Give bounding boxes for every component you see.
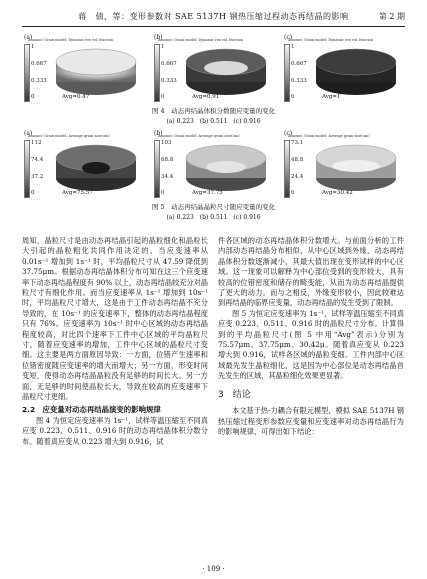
average-value: Avg=30.42 bbox=[322, 190, 353, 196]
tick-label: 74.4 bbox=[31, 157, 44, 163]
panel-label: (b) bbox=[154, 130, 163, 137]
colorbar bbox=[284, 44, 290, 102]
tick-label: 0.333 bbox=[291, 78, 307, 84]
figure-4-panel-c bbox=[282, 34, 404, 104]
average-value: Avg=1 bbox=[322, 94, 341, 100]
tick-label: 0 bbox=[291, 190, 295, 196]
issue-number: 第 2 期 bbox=[378, 12, 405, 21]
figure-caption: 图 4 动态再结晶体积分数随应变量的变化 bbox=[151, 107, 276, 115]
tick-label: 0 bbox=[291, 94, 295, 100]
paragraph: 周知，晶粒尺寸是由动态再结晶引起的晶粒细化和晶粒长大引起的晶粒粗化共同作用决定的。当应变速率从 0.01s⁻¹ 增加到 1s⁻¹ 时，平均晶粒尺寸从 47.59 降低到 37.75μm。根据动态再结晶体积分布可知在这三个应变速率下动态再结晶程度有 90% 以上，动态再结晶较充分对晶粒尺寸有细化作用。而当应变速率从 1s⁻¹ 增加到 10s⁻¹ 时，平均晶粒尺寸增大，这是由于工件动态再结晶不充分导致的，在 10s⁻¹ 的应变速率下，整体的动态再结晶程度只有 76%。应变速率为 10s⁻¹ 时中心区域的动态再结晶程度较高，对比四个速率下工件中心区域的平均晶粒尺寸，随着应变速率的增加，工件中心区域的晶粒尺寸变细。这主要是两方面原因导致：一方面，位错产生速率和位错密度随应变速率的增大而增大；另一方面，形变时间变短，使得动态再结晶晶粒没有足够的时间长大。另一方面，无足够的时间使晶粒长大，导致在较高的应变速率下晶粒尺寸更细。 bbox=[22, 236, 208, 402]
left-column bbox=[22, 236, 208, 447]
tick-label: 0.667 bbox=[31, 61, 47, 67]
section-heading: 3 结论 bbox=[218, 389, 251, 400]
panel-title: Amount: Grain model: Dynamic rex vol. fraction bbox=[28, 38, 114, 42]
figure-5 bbox=[22, 130, 405, 221]
tick-label: 103 bbox=[161, 140, 172, 146]
figure-4-panel-b bbox=[152, 34, 274, 104]
paragraph: 图 4 为恒定应变速率为 1s⁻¹，试样等温压缩至不同真应变 0.223、0.511、0.916 时的动态再结晶体积分数分布。随着真应变从 0.223 增大到 0.916，试 bbox=[22, 415, 208, 446]
tick-label: 34.4 bbox=[161, 174, 174, 180]
page-number: · 109 · bbox=[202, 565, 225, 573]
panel-label: (c) bbox=[284, 34, 293, 41]
colorbar bbox=[154, 44, 160, 102]
running-title: 蒋 债，等：变形参数对 SAE 5137H 钢热压缩过程动态再结晶的影响 bbox=[78, 12, 349, 21]
figure-4 bbox=[22, 34, 405, 125]
panel-label: (a) bbox=[24, 130, 33, 137]
tick-label: 0.333 bbox=[31, 78, 47, 84]
tick-label: 0.333 bbox=[161, 78, 177, 84]
average-value: Avg=0.91 bbox=[192, 94, 220, 100]
tick-label: 68.8 bbox=[161, 157, 174, 163]
panel-title: Amount: Grain model: Average grain size(um) bbox=[158, 134, 240, 138]
figure-subcaption: (a) 0.223 (b) 0.511 (c) 0.916 bbox=[166, 118, 261, 125]
figure-caption: 图 5 动态再结晶晶粒尺寸随应变量的变化 bbox=[151, 203, 276, 211]
panel-title: Amount: Grain model: Dynamic rex vol. fraction bbox=[288, 38, 374, 42]
colorbar bbox=[24, 140, 30, 198]
panel-title: Amount: Grain model: Dynamic rex vol. fraction bbox=[158, 38, 244, 42]
figure-4-panel-a bbox=[22, 34, 144, 104]
paragraph: 图 5 为恒定应变速率为 1s⁻¹，试样等温压缩至不同真应变 0.223、0.511、0.916 时的晶粒尺寸分布。计算得到的平均晶粒尺寸(图 5 中用“Avg”表示)分别为 75.57μm、37.75μm、30.42μ。随着真应变从 0.223 增大到 0.916，试样各区域的晶粒变细。工件内部中心区域最先发生晶粒细化，这是因为中心部位是动态再结晶首先发生的区域，其晶粒细化效果更显著。 bbox=[218, 308, 404, 381]
panel-label: (b) bbox=[154, 34, 163, 41]
tick-label: 1 bbox=[161, 44, 165, 50]
panel-label: (c) bbox=[284, 130, 293, 137]
tick-label: 0 bbox=[31, 190, 35, 196]
tick-label: 0 bbox=[31, 94, 35, 100]
tick-label: 0 bbox=[161, 94, 165, 100]
panel-title: Amount: Grain model: Average grain size(um) bbox=[28, 134, 110, 138]
paragraph: 本文基于热-力耦合有限元模型，模拟 SAE 5137H 钢热压缩过程变形参数应变量和应变速率对动态再结晶行为的影响规律，可得出如下结论： bbox=[218, 406, 404, 436]
average-value: Avg=0.47 bbox=[62, 94, 90, 100]
colorbar bbox=[284, 140, 290, 198]
figure-5-panel-b bbox=[152, 130, 274, 200]
tick-label: 24.4 bbox=[291, 174, 304, 180]
paragraph: 件各区域的动态再结晶体积分数增大。与前面分析的工件内部动态再结晶分布相似，从中心区域到外缘，动态再结晶体积分数逐渐减小，其最大值出现在变形试样的中心区域。这一现象可以解释为中心部位受到的变形较大，具有较高的位错密度和储存的畸变能，从而为动态再结晶提供了更大的动力。而与之相反，外缘变形较小，因此较难达到再结晶的临界应变量，动态再结晶的发生受到了限制。 bbox=[218, 236, 404, 308]
figure-5-panel-a bbox=[22, 130, 144, 200]
section-heading: 2.2 应变量对动态再结晶演变的影响规律 bbox=[22, 404, 161, 414]
tick-label: 73.1 bbox=[291, 140, 304, 146]
tick-label: 48.8 bbox=[291, 157, 304, 163]
figure-subcaption: (a) 0.223 (b) 0.511 (c) 0.916 bbox=[166, 214, 261, 221]
tick-label: 37.2 bbox=[31, 174, 44, 180]
colorbar bbox=[154, 140, 160, 198]
figure-5-panel-c bbox=[282, 130, 404, 200]
average-value: Avg=37.75 bbox=[192, 190, 223, 196]
right-column bbox=[218, 236, 404, 437]
tick-label: 1 bbox=[291, 44, 295, 50]
tick-label: 0 bbox=[161, 190, 165, 196]
tick-label: 0.667 bbox=[161, 61, 177, 67]
tick-label: 112 bbox=[31, 140, 42, 146]
panel-label: (a) bbox=[24, 34, 33, 41]
running-header bbox=[22, 10, 405, 27]
average-value: Avg=75.57 bbox=[62, 190, 93, 196]
colorbar bbox=[24, 44, 30, 102]
panel-title: Amount: Grain model: Average grain size(um) bbox=[288, 134, 370, 138]
tick-label: 0.667 bbox=[291, 61, 307, 67]
tick-label: 1 bbox=[31, 44, 35, 50]
